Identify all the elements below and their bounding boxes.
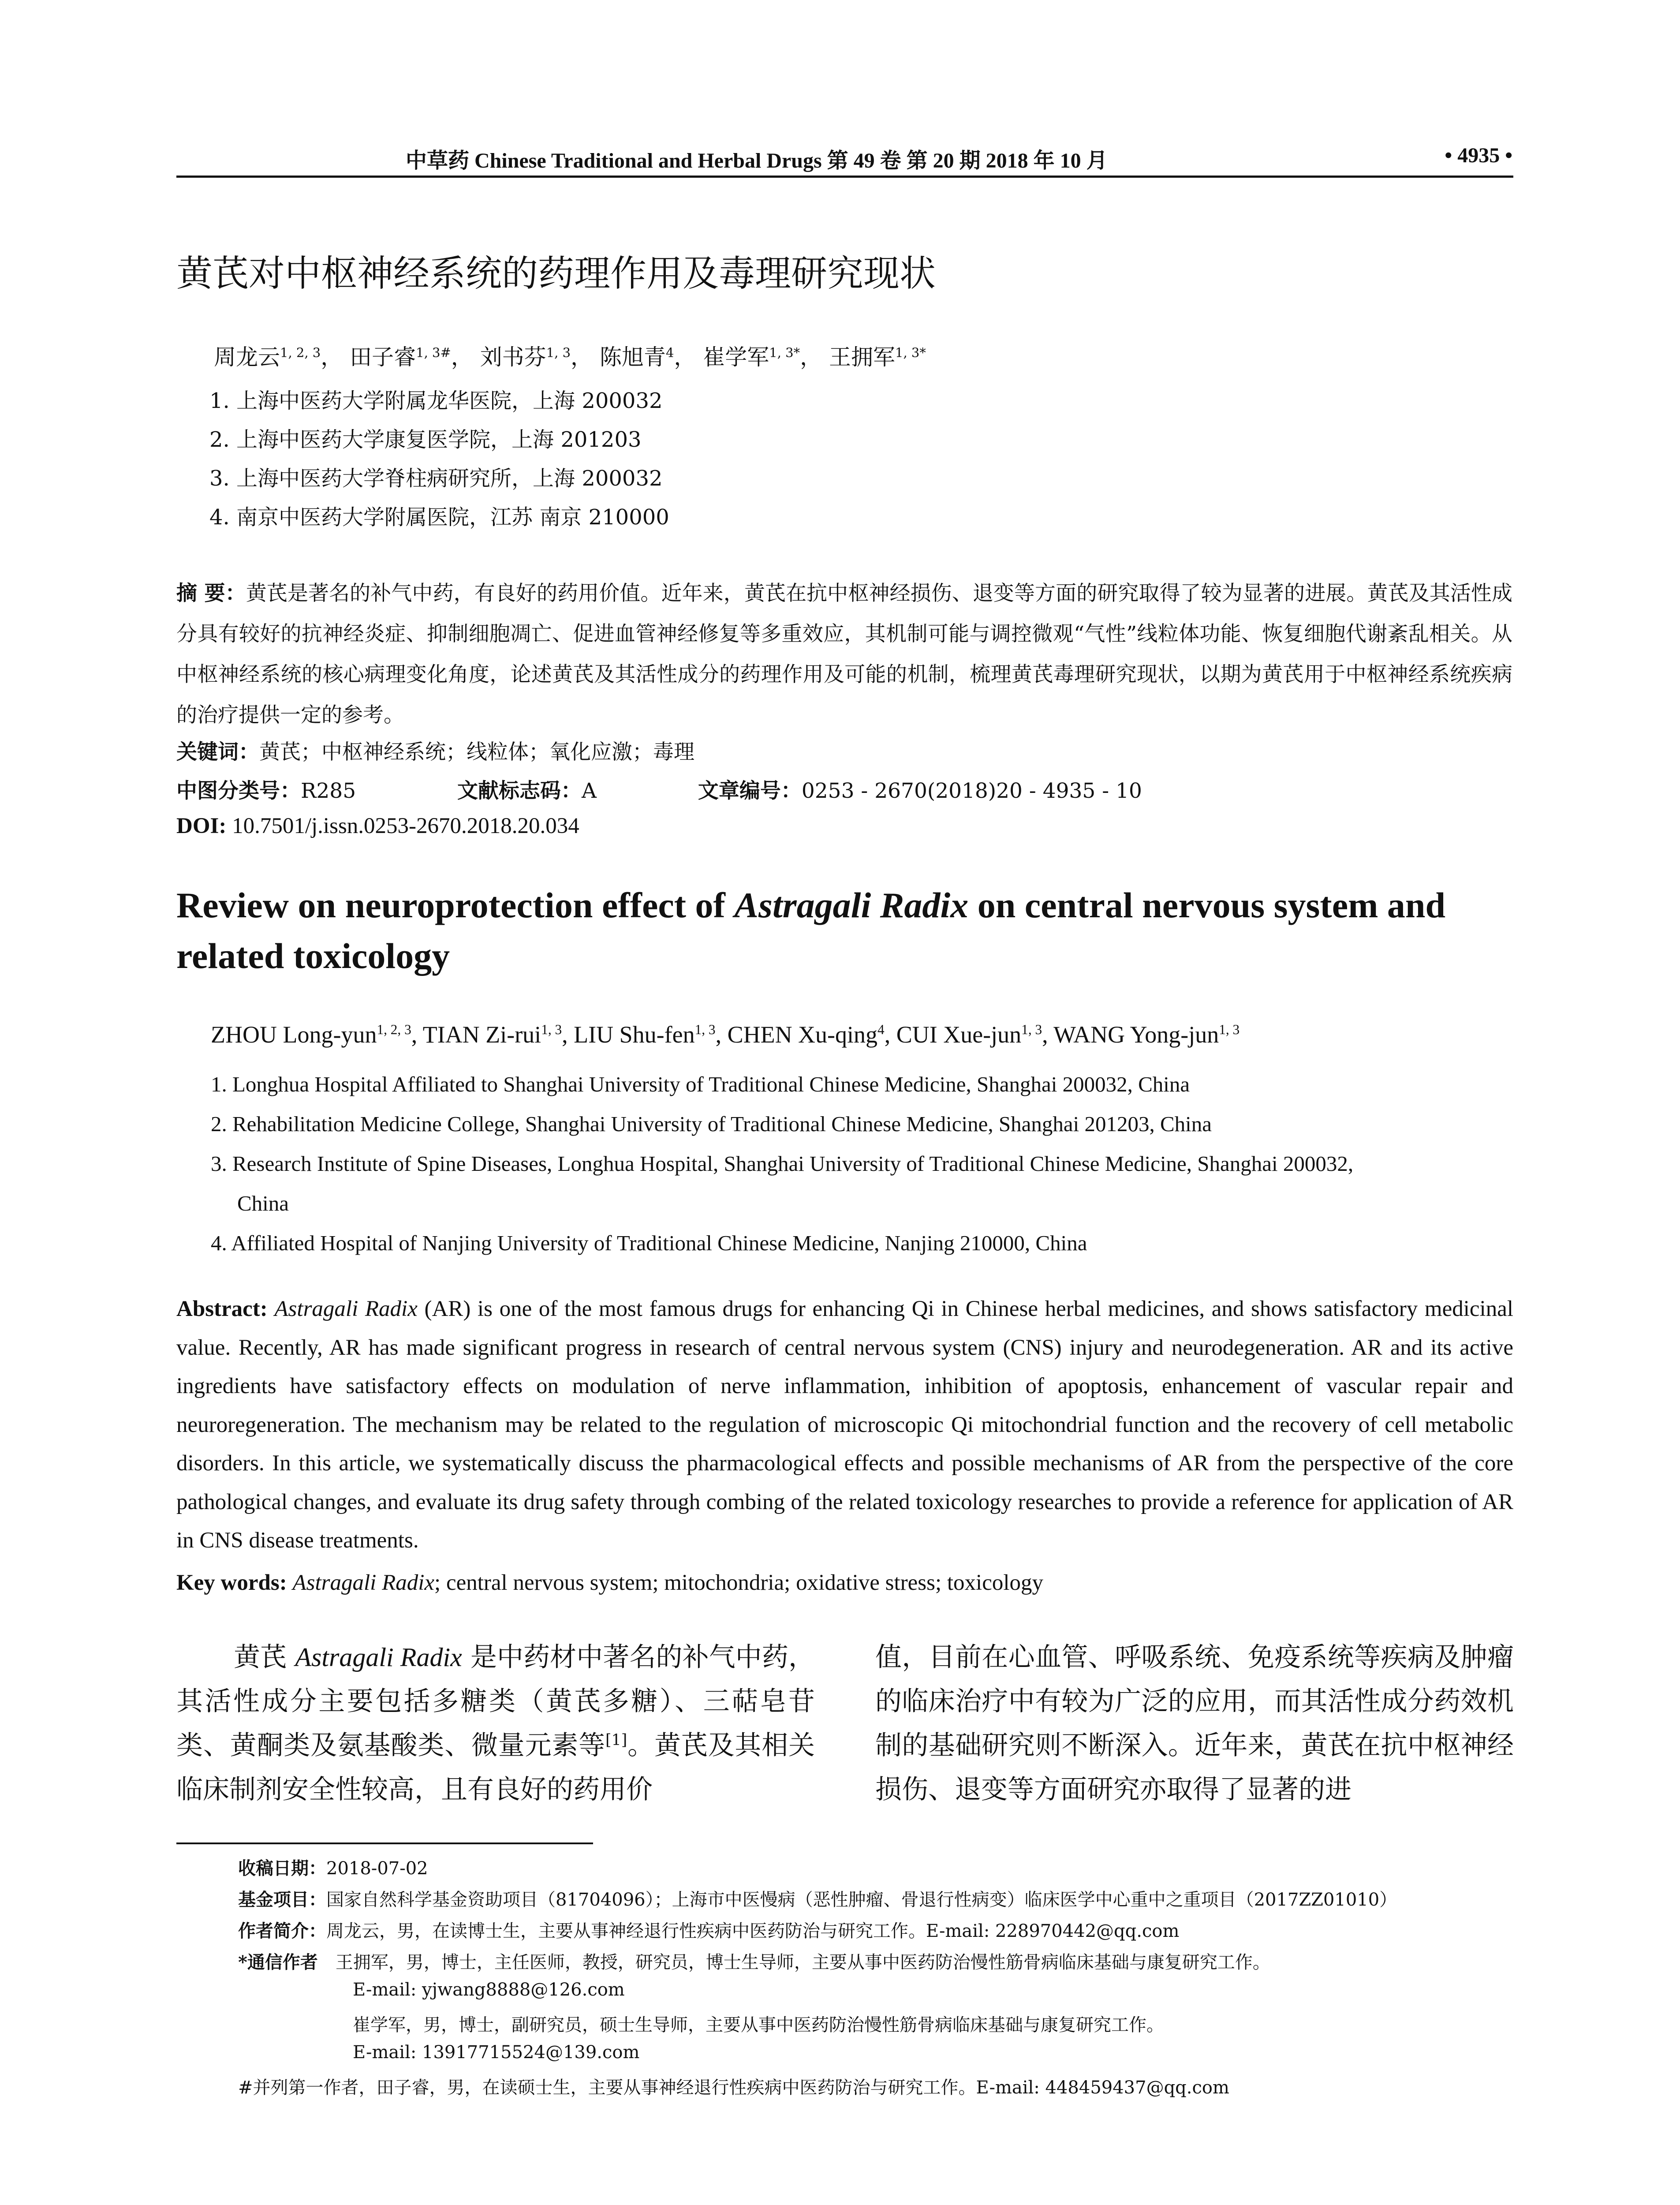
footnote-received: 收稿日期：2018-07-02 <box>238 1858 428 1879</box>
running-header <box>176 141 1512 176</box>
en-author-list: ZHOU Long-yun$^{1, 2, 3}$, TIAN Zi-rui$^{1, 3}$, LIU Shu-fen$^{1, 3}$, CHEN Xu-qing$^4$, CUI Xue-jun$^{1, 3}$, WANG Yong-jun$^{1, 3}$ <box>211 1021 1240 1048</box>
cn-author: 周龙云$^{1, 2, 3}$ <box>214 344 321 370</box>
footnote-correspondence-2: 崔学军，男，博士，副研究员，硕士生导师，主要从事中医药防治慢性筋骨病临床基础与康复研究工作。 <box>353 2015 1164 2035</box>
footnote-fund: 基金项目：国家自然科学基金资助项目（81704096）；上海市中医慢病（恶性肿瘤、骨退行性病变）临床医学中心重中之重项目（2017ZZ01010） <box>238 1889 1397 1910</box>
en-affiliation: 1. Longhua Hospital Affiliated to Shanghai University of Traditional Chinese Medicine, Shanghai 200032, China <box>211 1072 1190 1096</box>
en-affiliation: China <box>237 1191 289 1215</box>
cn-affiliation: 3. 上海中医药大学脊柱病研究所，上海 200032 <box>209 466 663 491</box>
footnote-email: E-mail: 13917715524@139.com <box>353 2042 640 2063</box>
cn-affiliation: 1. 上海中医药大学附属龙华医院，上海 200032 <box>209 389 663 413</box>
cn-abstract <box>176 573 1512 736</box>
en-author: TIAN Zi-rui$^{1, 3}$ <box>422 1021 562 1048</box>
cn-classification: 中图分类号：R285 文献标志码：A 文章编号：0253 - 2670(2018)20 - 4935 - 10 <box>176 779 1142 803</box>
en-abstract-label: Abstract: <box>176 1297 268 1321</box>
header-rule <box>176 176 1513 178</box>
body-column-right: 值，目前在心血管、呼吸系统、免疫系统等疾病及肿瘤的临床治疗中有较为广泛的应用，而其活性成分药效机制的基础研究则不断深入。近年来，黄芪在抗中枢神经损伤、退变等方面研究亦取得了显著的进 <box>875 1642 1514 1805</box>
cn-keywords: 关键词：黄芪；中枢神经系统；线粒体；氧化应激；毒理 <box>176 740 694 764</box>
body-column-left: 黄芪 Astragali Radix 是中药材中著名的补气中药，其活性成分主要包括多糖类（黄芪多糖）、三萜皂苷类、黄酮类及氨基酸类、微量元素等[1]。黄芪及其相关临床制剂安全性较高，且有良好的药用价 <box>176 1642 815 1805</box>
en-abstract: Abstract: Astragali Radix (AR) is one of the most famous drugs for enhancing Qi in Chinese herbal medicines, and shows satisfactory medicinal value. Recently, AR has made significant progress in research of central nervous system (CNS) injury and neurodegeneration. AR and its active ingredients have satisfactory effects on modulation of nerve inflammation, inhibition of apoptosis, enhancement of vascular repair and neuroregeneration. The mechanism may be related to the regulation of microscopic Qi mitochondrial function and the recovery of cell metabolic disorders. In this article, we systematically discuss the pharmacological effects and possible mechanisms of AR from the perspective of the core pathological changes, and evaluate its drug safety through combing of the related toxicology researches to provide a reference for application of AR in CNS disease treatments. <box>176 1297 1513 1553</box>
footnote-email: E-mail: yjwang8888@126.com <box>353 1980 625 2000</box>
cn-author: 田子睿$^{1, 3\#}$ <box>350 344 451 370</box>
en-title: Review on neuroprotection effect of Astragali Radix on central nervous system and related toxicology <box>176 885 1446 976</box>
cn-author: 陈旭青$^4$ <box>599 344 674 370</box>
footnote-correspondence: *通信作者 王拥军，男，博士，主任医师，教授，研究员，博士生导师，主要从事中医药防治慢性筋骨病临床基础与康复研究工作。 <box>238 1952 1270 1973</box>
cn-author-list: 周龙云$^{1, 2, 3}$， 田子睿$^{1, 3\#}$， 刘书芬$^{1, 3}$， 陈旭青$^4$， 崔学军$^{1, 3*}$， 王拥军$^{1, 3*}$ <box>214 344 926 370</box>
en-author: WANG Yong-jun$^{1, 3}$ <box>1053 1021 1240 1048</box>
en-author: ZHOU Long-yun$^{1, 2, 3}$ <box>211 1021 411 1048</box>
footnote-bio: 作者简介：周龙云，男，在读博士生，主要从事神经退行性疾病中医药防治与研究工作。E-mail: 228970442@qq.com <box>238 1921 1180 1941</box>
en-abstract-text: (AR) is one of the most famous drugs for enhancing Qi in Chinese herbal medicines, and shows satisfactory medicinal value. Recently, AR has made significant progress in research of central nervous system (CNS) injury and neurodegeneration. AR and its active ingredients have satisfactory effects on modulation of nerve inflammation, inhibition of apoptosis, enhancement of vascular repair and neuroregeneration. The mechanism may be related to the regulation of microscopic Qi mitochondrial function and the recovery of cell metabolic disorders. In this article, we systematically discuss the pharmacological effects and possible mechanisms of AR from the perspective of the core pathological changes, and evaluate its drug safety through combing of the related toxicology researches to provide a reference for application of AR in CNS disease treatments. <box>176 1297 1513 1553</box>
en-author: LIU Shu-fen$^{1, 3}$ <box>574 1021 716 1048</box>
en-keywords: Key words: Astragali Radix; central nervous system; mitochondria; oxidative stress; toxicology <box>176 1570 1044 1595</box>
cn-title: 黄芪对中枢神经系统的药理作用及毒理研究现状 <box>176 253 936 295</box>
en-affiliation: 4. Affiliated Hospital of Nanjing University of Traditional Chinese Medicine, Nanjing 210000, China <box>211 1231 1087 1255</box>
cn-affiliation: 4. 南京中医药大学附属医院，江苏 南京 210000 <box>209 505 669 530</box>
journal-info: 中草药 Chinese Traditional and Herbal Drugs 第 49 卷 第 20 期 2018 年 10 月 <box>406 149 1108 172</box>
cn-author: 崔学军$^{1, 3*}$ <box>703 344 800 370</box>
en-affiliation: 3. Research Institute of Spine Diseases, Longhua Hospital, Shanghai University of Traditional Chinese Medicine, Shanghai 200032, <box>211 1151 1354 1176</box>
cn-affiliation: 2. 上海中医药大学康复医学院，上海 201203 <box>209 427 642 452</box>
doi-value: 10.7501/j.issn.0253-2670.2018.20.034 <box>232 814 579 838</box>
cn-author: 王拥军$^{1, 3*}$ <box>829 344 926 370</box>
citation-ref: [1] <box>605 1731 627 1749</box>
doi-line: DOI: 10.7501/j.issn.0253-2670.2018.20.034 <box>176 814 579 838</box>
cn-abstract-label: 摘 要： <box>176 581 246 605</box>
footnote-cofirst: #并列第一作者，田子睿，男，在读硕士生，主要从事神经退行性疾病中医药防治与研究工作。E-mail: 448459437@qq.com <box>238 2078 1229 2098</box>
cn-author: 刘书芬$^{1, 3}$ <box>480 344 571 370</box>
en-author: CHEN Xu-qing$^4$ <box>727 1021 885 1048</box>
cn-abstract-text: 黄芪是著名的补气中药，有良好的药用价值。近年来，黄芪在抗中枢神经损伤、退变等方面的研究取得了较为显著的进展。黄芪及其活性成分具有较好的抗神经炎症、抑制细胞凋亡、促进血管神经修复等多重效应，其机制可能与调控微观“气性”线粒体功能、恢复细胞代谢紊乱相关。从中枢神经系统的核心病理变化角度，论述黄芪及其活性成分的药理作用及可能的机制，梳理黄芪毒理研究现状，以期为黄芪用于中枢神经系统疾病的治疗提供一定的参考。 <box>176 581 1512 727</box>
page-number: • 4935 • <box>1445 144 1512 167</box>
en-affiliation: 2. Rehabilitation Medicine College, Shanghai University of Traditional Chinese Medicine, Shanghai 201203, China <box>211 1112 1212 1136</box>
footnote-rule <box>176 1842 593 1844</box>
en-author: CUI Xue-jun$^{1, 3}$ <box>896 1021 1042 1048</box>
